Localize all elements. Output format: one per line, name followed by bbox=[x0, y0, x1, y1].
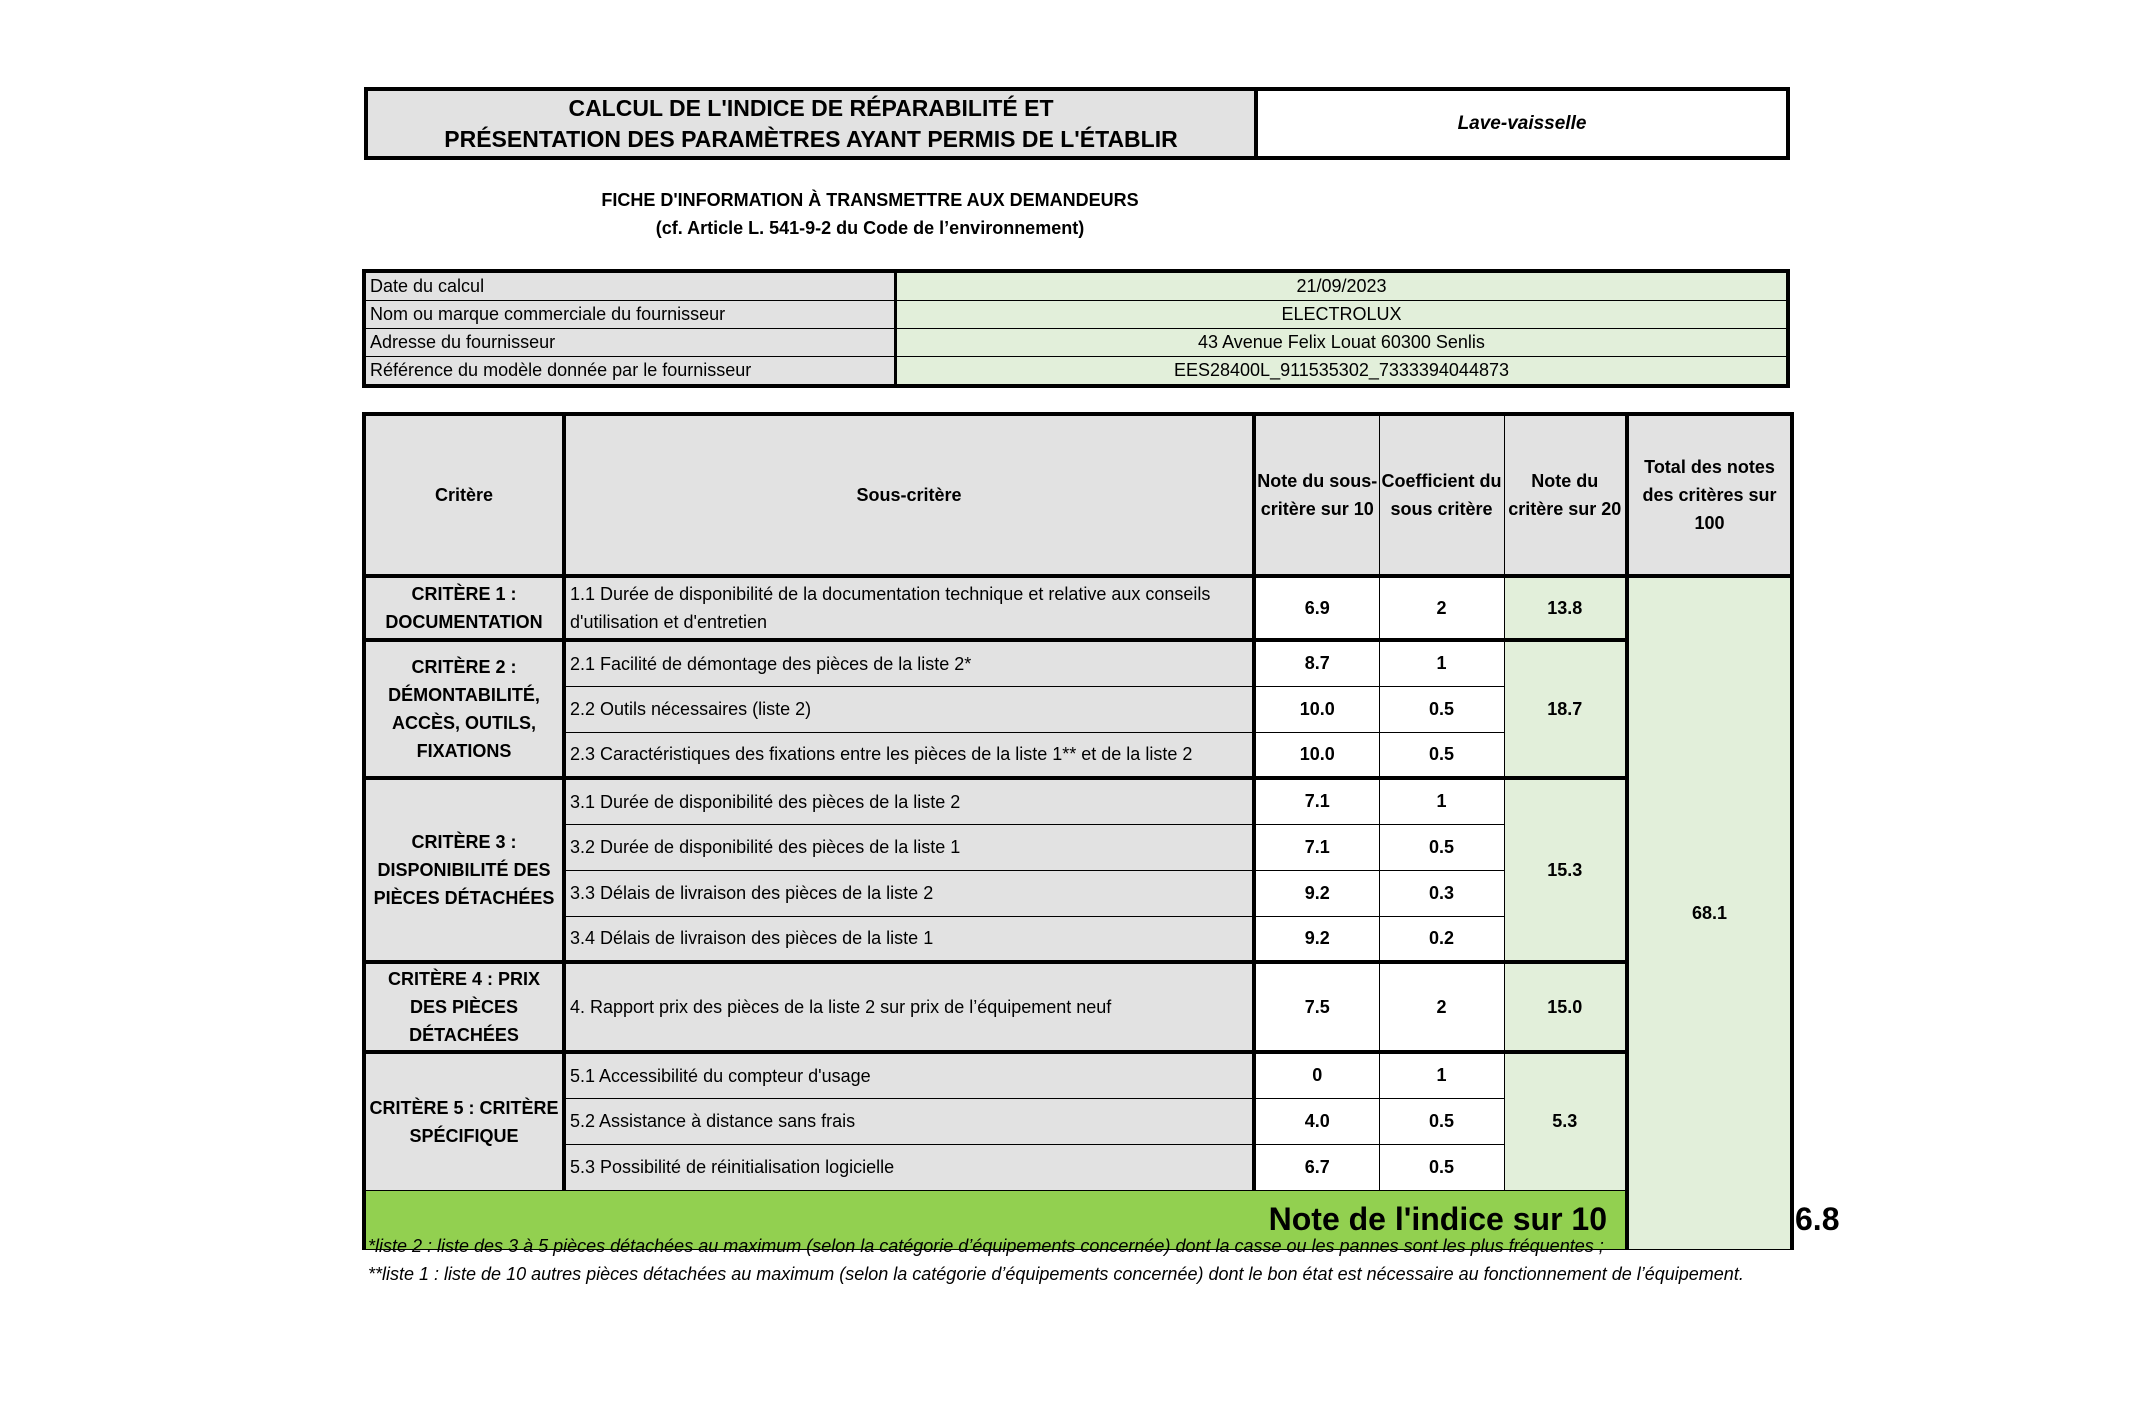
coef-5-1: 1 bbox=[1379, 1052, 1504, 1098]
note-3-3: 9.2 bbox=[1254, 870, 1379, 916]
criterion-5-name: CRITÈRE 5 : CRITÈRE SPÉCIFIQUE bbox=[364, 1052, 564, 1190]
coef-3-2: 0.5 bbox=[1379, 824, 1504, 870]
criterion-3-name: CRITÈRE 3 : DISPONIBILITÉ DES PIÈCES DÉTACHÉES bbox=[364, 778, 564, 962]
info-row bbox=[364, 301, 1788, 329]
subcriterion-3-2: 3.2 Durée de disponibilité des pièces de la liste 1 bbox=[564, 824, 1254, 870]
criterion-1-score: 13.8 bbox=[1504, 576, 1627, 640]
note-2-1: 8.7 bbox=[1254, 640, 1379, 686]
fiche-line-1: FICHE D'INFORMATION À TRANSMETTRE AUX DEMANDEURS bbox=[601, 190, 1139, 210]
fiche-line-2: (cf. Article L. 541-9-2 du Code de l’environnement) bbox=[655, 218, 1085, 238]
note-5-2: 4.0 bbox=[1254, 1098, 1379, 1144]
note-5-1: 0 bbox=[1254, 1052, 1379, 1098]
supplier-info-table bbox=[362, 269, 1790, 388]
document-title bbox=[368, 91, 1258, 156]
subcriterion-2-1: 2.1 Facilité de démontage des pièces de la liste 2* bbox=[564, 640, 1254, 686]
note-3-2: 7.1 bbox=[1254, 824, 1379, 870]
title-line-1: CALCUL DE L'INDICE DE RÉPARABILITÉ ET bbox=[568, 94, 1054, 121]
header-sous-critere: Sous-critère bbox=[564, 414, 1254, 576]
coef-2-2: 0.5 bbox=[1379, 686, 1504, 732]
criterion-5-score: 5.3 bbox=[1504, 1052, 1627, 1190]
subcriterion-5-2: 5.2 Assistance à distance sans frais bbox=[564, 1098, 1254, 1144]
info-row bbox=[364, 329, 1788, 357]
subcriterion-2-2: 2.2 Outils nécessaires (liste 2) bbox=[564, 686, 1254, 732]
info-label-reference: Référence du modèle donnée par le fournisseur bbox=[364, 357, 896, 387]
info-label-brand: Nom ou marque commerciale du fournisseur bbox=[364, 301, 896, 329]
coef-5-2: 0.5 bbox=[1379, 1098, 1504, 1144]
criterion-1-name: CRITÈRE 1 : DOCUMENTATION bbox=[364, 576, 564, 640]
note-4: 7.5 bbox=[1254, 962, 1379, 1052]
coef-5-3: 0.5 bbox=[1379, 1144, 1504, 1190]
info-value-reference: EES28400L_911535302_7333394044873 bbox=[896, 357, 1789, 387]
coef-3-3: 0.3 bbox=[1379, 870, 1504, 916]
note-3-1: 7.1 bbox=[1254, 778, 1379, 824]
subcriterion-3-3: 3.3 Délais de livraison des pièces de la liste 2 bbox=[564, 870, 1254, 916]
criterion-2-score: 18.7 bbox=[1504, 640, 1627, 778]
note-3-4: 9.2 bbox=[1254, 916, 1379, 962]
subcriterion-4: 4. Rapport prix des pièces de la liste 2 sur prix de l’équipement neuf bbox=[564, 962, 1254, 1052]
header-note-critere: Note du critère sur 20 bbox=[1504, 414, 1627, 576]
repairability-table: Critère Sous-critère Note du sous-critère sur 10 Coefficient du sous critère Note du critère sur 20 Total des notes des critères sur 100 CRITÈRE 1 : DOCUMENTATION 1.1 Durée de disponibilité de la documentation technique et relative aux conseils d'utilisation et d'entretien 6.9 2 13.8 68.1 CRITÈRE 2 : DÉMONTABILITÉ, ACCÈS, OUTILS, FIXATIONS 2.1 Facilité de démontage des pièces de la liste 2* 8.7 1 18.7 2.2 Outils nécessaires (liste 2) 10.0 0.5 2.3 Caractéristiques des fixations entre les pièces de la liste 1** et de la liste 2 10.0 0.5 CRITÈRE 3 : DISPONIBILITÉ DES PIÈCES DÉTACHÉES 3.1 Durée de disponibilité des pièces de la liste 2 7.1 1 15.3 3.2 Durée de disponibilité des pièces de la liste 1 7.1 0.5 3.3 Délais de livraison des pièces de la liste 2 9.2 0.3 3.4 Délais de livraison des pièces de la liste 1 9.2 0.2 CRITÈRE 4 : PRIX DES PIÈCES DÉTACHÉES 4. Rapport prix des pièces de la liste 2 sur prix de l’équipement neuf 7.5 2 15.0 CRITÈRE 5 : CRITÈRE SPÉCIFIQUE 5.1 Accessibilité du compteur d'usage 0 1 5.3 5.2 Assistance à distance sans frais 4.0 0.5 5.3 Possibilité de réinitialisation logicielle 6.7 0.5 Note de l'indice sur 10 6.8 bbox=[362, 412, 1794, 1250]
coef-2-3: 0.5 bbox=[1379, 732, 1504, 778]
note-2-2: 10.0 bbox=[1254, 686, 1379, 732]
title-block bbox=[364, 87, 1790, 160]
coef-3-1: 1 bbox=[1379, 778, 1504, 824]
total-score: 68.1 bbox=[1627, 576, 1792, 1249]
product-type: Lave-vaisselle bbox=[1258, 91, 1786, 156]
criterion-3-score: 15.3 bbox=[1504, 778, 1627, 962]
criterion-2-name: CRITÈRE 2 : DÉMONTABILITÉ, ACCÈS, OUTILS, FIXATIONS bbox=[364, 640, 564, 778]
criterion-4-score: 15.0 bbox=[1504, 962, 1627, 1052]
info-label-date: Date du calcul bbox=[364, 271, 896, 301]
title-line-2: PRÉSENTATION DES PARAMÈTRES AYANT PERMIS DE L'ÉTABLIR bbox=[444, 125, 1178, 152]
subcriterion-3-1: 3.1 Durée de disponibilité des pièces de la liste 2 bbox=[564, 778, 1254, 824]
info-row bbox=[364, 357, 1788, 387]
note-1-1: 6.9 bbox=[1254, 576, 1379, 640]
info-label-address: Adresse du fournisseur bbox=[364, 329, 896, 357]
coef-4: 2 bbox=[1379, 962, 1504, 1052]
coef-3-4: 0.2 bbox=[1379, 916, 1504, 962]
subcriterion-5-1: 5.1 Accessibilité du compteur d'usage bbox=[564, 1052, 1254, 1098]
footnote-liste-2: *liste 2 : liste des 3 à 5 pièces détachées au maximum (selon la catégorie d’équipements concernée) dont la casse ou les pannes sont les plus fréquentes ; bbox=[368, 1236, 1604, 1256]
coef-1-1: 2 bbox=[1379, 576, 1504, 640]
header-critere: Critère bbox=[364, 414, 564, 576]
subcriterion-5-3: 5.3 Possibilité de réinitialisation logicielle bbox=[564, 1144, 1254, 1190]
final-index-label: Note de l'indice sur 10 bbox=[364, 1190, 1627, 1249]
info-value-address: 43 Avenue Felix Louat 60300 Senlis bbox=[896, 329, 1789, 357]
header-note-sous-critere: Note du sous-critère sur 10 bbox=[1254, 414, 1379, 576]
subcriterion-1-1: 1.1 Durée de disponibilité de la documentation technique et relative aux conseils d'utilisation et d'entretien bbox=[564, 576, 1254, 640]
info-value-date: 21/09/2023 bbox=[896, 271, 1789, 301]
subcriterion-2-3: 2.3 Caractéristiques des fixations entre les pièces de la liste 1** et de la liste 2 bbox=[564, 732, 1254, 778]
criterion-4-name: CRITÈRE 4 : PRIX DES PIÈCES DÉTACHÉES bbox=[364, 962, 564, 1052]
coef-2-1: 1 bbox=[1379, 640, 1504, 686]
note-5-3: 6.7 bbox=[1254, 1144, 1379, 1190]
info-row bbox=[364, 271, 1788, 301]
footnotes bbox=[368, 1232, 1788, 1288]
fiche-heading bbox=[500, 186, 1240, 242]
header-total: Total des notes des critères sur 100 bbox=[1627, 414, 1792, 576]
footnote-liste-1: **liste 1 : liste de 10 autres pièces détachées au maximum (selon la catégorie d’équipements concernée) dont le bon état est nécessaire au fonctionnement de l’équipement. bbox=[368, 1264, 1744, 1284]
header-coefficient: Coefficient du sous critère bbox=[1379, 414, 1504, 576]
subcriterion-3-4: 3.4 Délais de livraison des pièces de la liste 1 bbox=[564, 916, 1254, 962]
info-value-brand: ELECTROLUX bbox=[896, 301, 1789, 329]
note-2-3: 10.0 bbox=[1254, 732, 1379, 778]
